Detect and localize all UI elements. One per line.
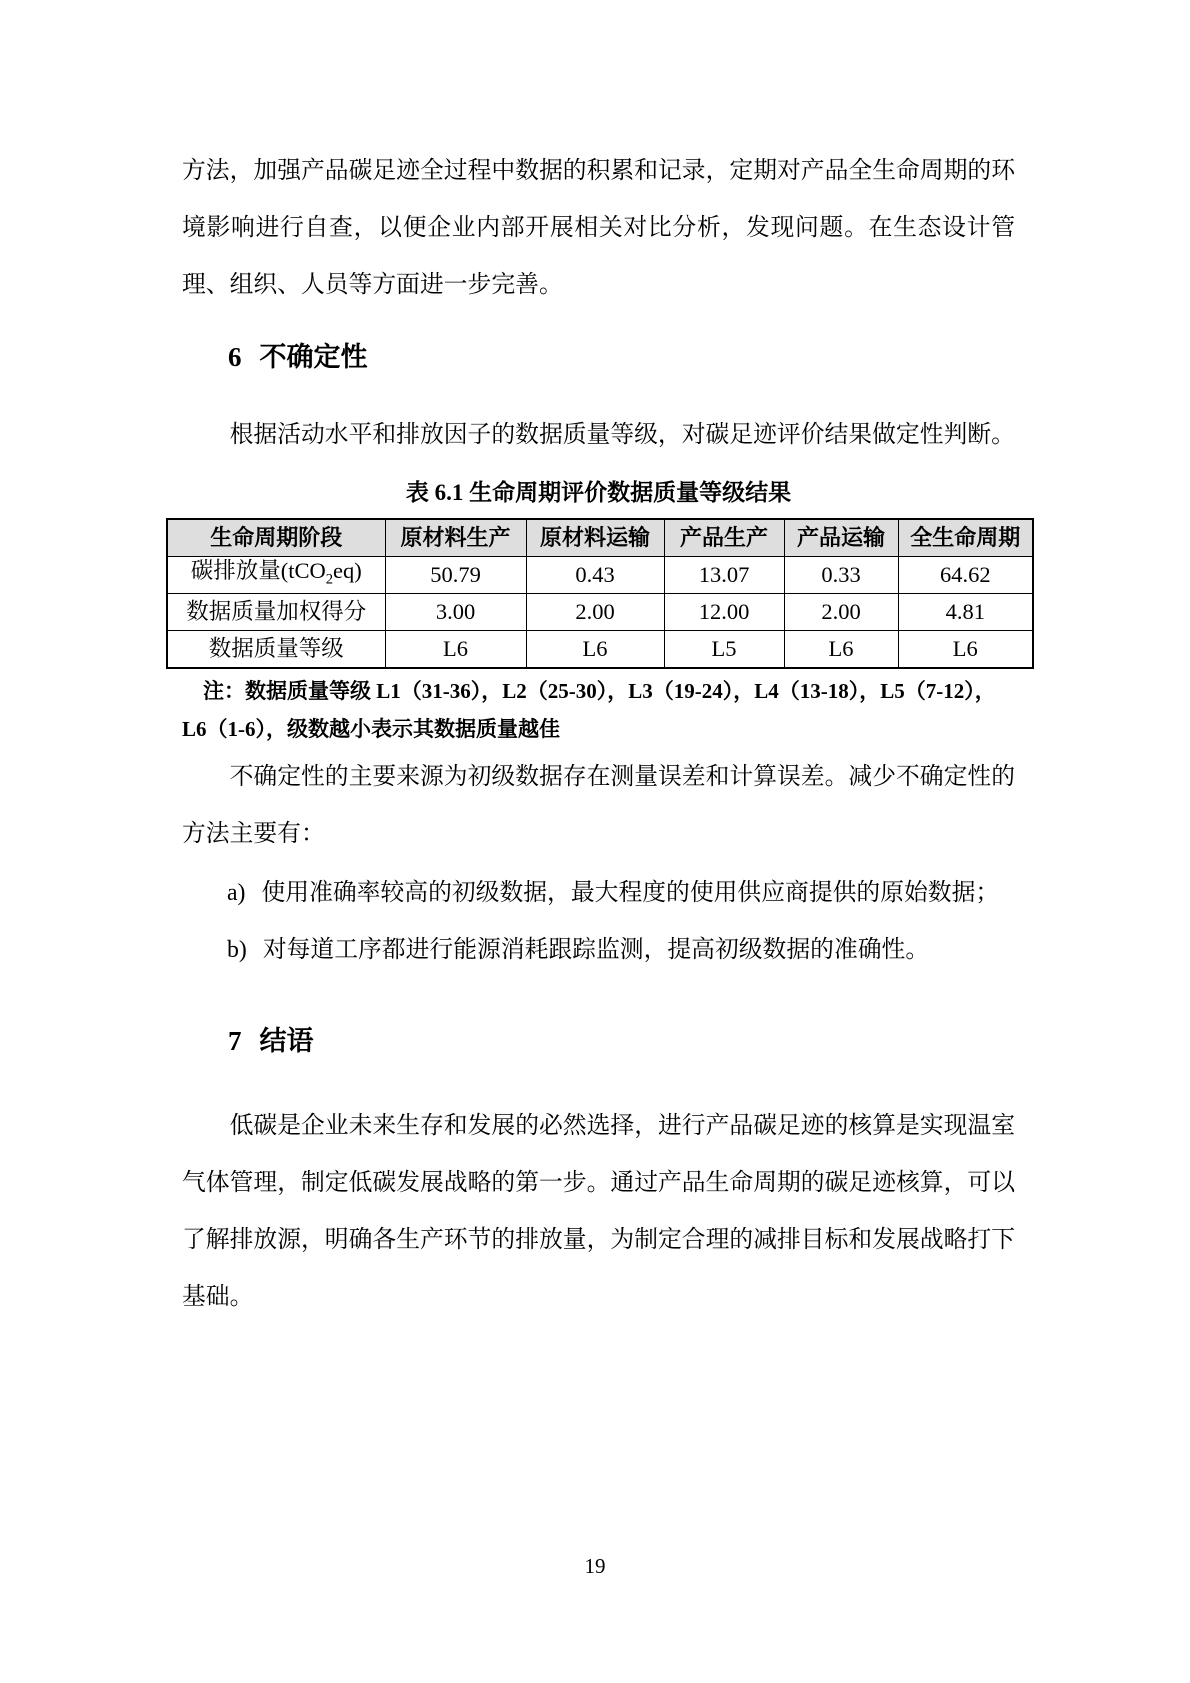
table-row-carbon-emission — [167, 557, 1033, 594]
table-cell: L5 — [664, 631, 784, 669]
data-quality-table — [166, 518, 1034, 669]
page-number: 19 — [584, 1554, 606, 1578]
table-cell: 12.00 — [664, 594, 784, 631]
row-label-subscript: 2 — [325, 571, 334, 588]
table-note — [182, 672, 1015, 748]
table-cell: L6 — [526, 631, 664, 669]
section-6-number: 6 — [228, 342, 242, 372]
list-item-b — [182, 922, 1015, 979]
row-label-text: eq) — [333, 557, 362, 583]
table-row-weighted-score — [167, 594, 1033, 631]
conclusion-paragraph: 低碳是企业未来生存和发展的必然选择，进行产品碳足迹的核算是实现温室气体管理，制定低碳发展战略的第一步。通过产品生命周期的碳足迹核算，可以了解排放源，明确各生产环节的排放量，为制定合理的减排目标和发展战略打下基础。 — [182, 1113, 1015, 1310]
section-6-title: 不确定性 — [259, 342, 368, 372]
table-header-cell: 产品生产 — [664, 519, 784, 557]
row-label-text: 碳排放量(tCO — [190, 557, 326, 583]
table-cell: 13.07 — [664, 557, 784, 594]
list-item-text: 对每道工序都进行能源消耗跟踪监测，提高初级数据的准确性。 — [262, 937, 930, 963]
list-item-a — [182, 865, 1015, 922]
table-cell: 4.81 — [898, 594, 1033, 631]
section-7-title: 结语 — [259, 1026, 314, 1056]
table-cell: 3.00 — [385, 594, 526, 631]
section-7-heading — [182, 1024, 1015, 1058]
table-cell: 2.00 — [784, 594, 898, 631]
table-caption: 表 6.1 生命周期评价数据质量等级结果 — [405, 480, 792, 505]
list-item-text: 使用准确率较高的初级数据，最大程度的使用供应商提供的原始数据； — [261, 880, 1000, 906]
table-cell: 0.33 — [784, 557, 898, 594]
section-6-lead-paragraph: 根据活动水平和排放因子的数据质量等级，对碳足迹评价结果做定性判断。 — [229, 422, 1015, 448]
list-marker: a) — [227, 880, 246, 906]
table-cell: L6 — [898, 631, 1033, 669]
row-label-cell: 数据质量加权得分 — [167, 594, 385, 631]
intro-paragraph: 方法，加强产品碳足迹全过程中数据的积累和记录，定期对产品全生命周期的环境影响进行自查，以便企业内部开展相关对比分析，发现问题。在生态设计管理、组织、人员等方面进一步完善。 — [182, 158, 1015, 298]
table-row-quality-level — [167, 631, 1033, 669]
uncertainty-paragraph: 不确定性的主要来源为初级数据存在测量误差和计算误差。减少不确定性的方法主要有： — [182, 764, 1015, 847]
table-header-cell: 原材料生产 — [385, 519, 526, 557]
table-note-line2: L6（1-6），级数越小表示其数据质量越佳 — [182, 717, 560, 741]
table-note-line1: 注：数据质量等级 L1（31-36），L2（25-30），L3（19-24），L4（13-18），L5（7-12）， — [203, 679, 996, 703]
table-cell: 2.00 — [526, 594, 664, 631]
section-7-number: 7 — [228, 1026, 242, 1056]
table-cell: L6 — [784, 631, 898, 669]
page-content — [182, 0, 1021, 1326]
list-marker: b) — [227, 937, 247, 963]
section-6-heading — [182, 340, 1015, 374]
table-header-cell: 全生命周期 — [898, 519, 1033, 557]
table-cell: 0.43 — [526, 557, 664, 594]
table-cell: 50.79 — [385, 557, 526, 594]
table-header-cell: 原材料运输 — [526, 519, 664, 557]
table-header-row — [167, 519, 1033, 557]
row-label-cell — [167, 557, 385, 594]
table-cell: 64.62 — [898, 557, 1033, 594]
table-header-cell: 产品运输 — [784, 519, 898, 557]
row-label-cell: 数据质量等级 — [167, 631, 385, 669]
table-cell: L6 — [385, 631, 526, 669]
table-header-cell: 生命周期阶段 — [167, 519, 385, 557]
